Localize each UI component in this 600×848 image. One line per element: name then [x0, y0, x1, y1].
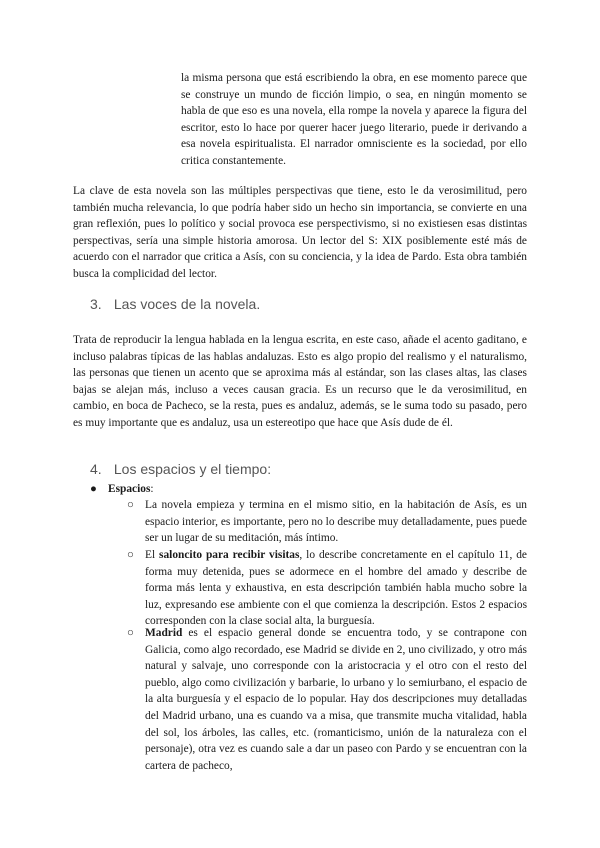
- section-number: 3.: [90, 296, 102, 312]
- bullet-label: Espacios: [108, 483, 151, 495]
- bullet-suffix: :: [150, 483, 154, 495]
- list-item-prefix: El: [145, 549, 160, 561]
- list-item-body: , lo describe concretamente en el capítulo 11, de forma muy detenida, pues se adormece en el hombre del amado y describe de forma más lenta y exhaustiva, en esta descripción también habla mucho sobre la luz, expresando ese ambiente con el que comienza la descripción. Estos 2 espacios corresponden con la clase social alta, la burguesía.: [145, 549, 527, 628]
- bullet-dot-icon: ●: [90, 483, 97, 495]
- hollow-bullet-icon: ○: [127, 549, 134, 561]
- list-item-bold: Madrid: [145, 627, 183, 639]
- section-title: Las voces de la novela.: [113, 296, 261, 312]
- list-item-text: La novela empieza y termina en el mismo sitio, en la habitación de Asís, es un espacio interior, es importante, pero no lo describe muy detalladamente, pues puede ser un lugar de su meditación, más íntimo.: [145, 499, 527, 545]
- paragraph-perspectives: La clave de esta novela son las múltiples perspectivas que tiene, esto le da verosimilitud, pero también mucha relevancia, lo que podría haber sido un hecho sin importancia, se convierte en una gran reflexión, pues lo político y social provoca ese perspectivismo, si no existiesen esas distintas perspectivas, sería una simple historia amorosa. Un lector del S: XIX posiblemente esté más de acuerdo con el narrador que critica a Asís, con su conciencia, y la idea de Pardo. Esta obra también busca la complicidad del lector.: [73, 185, 527, 280]
- indented-paragraph: la misma persona que está escribiendo la obra, en ese momento parece que se construye un mundo de ficción limpio, o sea, en ningún momento se habla de que eso es una novela, ella rompe la novela y aparece la figura del escritor, esto lo hace por querer hacer juego literario, puede ir derivando a esa novela espiritualista. El narrador omnisciente es la sociedad, por ello critica constantemente.: [181, 72, 527, 167]
- list-item: [127, 625, 527, 774]
- section-heading-spaces: [90, 461, 271, 477]
- section-title: Los espacios y el tiempo:: [113, 461, 272, 477]
- list-item-body: es el espacio general donde se encuentra todo, y se contrapone con Galicia, como algo recordado, ese Madrid se divide en 2, uno civilizado, y otro más natural y salvaje, uno corresponde con la aristocracia y el otro con el resto del pueblo, algo como civilización y barbarie, lo urbano y lo semiurbano, el espacio de la alta burguesía y el espacio de lo popular. Hay dos descripciones muy detalladas del Madrid urbano, una es cuando va a misa, que transmite mucha vitalidad, habla del sol, los árboles, las calles, etc. (romanticismo, unión de la naturaleza con el personaje), otra vez es cuando sale a dar un paseo con Pardo y se encuentran con la cartera de pacheco,: [145, 627, 527, 772]
- bullet-espacios: [90, 481, 154, 498]
- hollow-bullet-icon: ○: [127, 627, 134, 639]
- list-item-text: [145, 547, 527, 630]
- section-heading-voices: [90, 296, 260, 312]
- hollow-bullet-icon: ○: [127, 499, 134, 511]
- list-item-text: [145, 625, 527, 774]
- list-item-bold: saloncito para recibir visitas: [159, 549, 300, 561]
- paragraph-voices: Trata de reproducir la lengua hablada en la lengua escrita, en este caso, añade el acento gaditano, e incluso palabras típicas de las hablas andaluzas. Esto es algo propio del realismo y el naturalismo, las personas que tienen un acento que se aproxima más al estándar, son las clases altas, las clases bajas se alejan más, incluso a veces causan gracia. Es un recurso que le da verosimilitud, en cambio, en boca de Pacheco, se la resta, pues es andaluz, además, se le suma todo su pasado, pero es muy importante que es andaluz, usa un estereotipo que hace que Asís dude de él.: [73, 334, 527, 429]
- list-item: [127, 497, 527, 547]
- section-number: 4.: [90, 461, 102, 477]
- list-item: [127, 547, 527, 630]
